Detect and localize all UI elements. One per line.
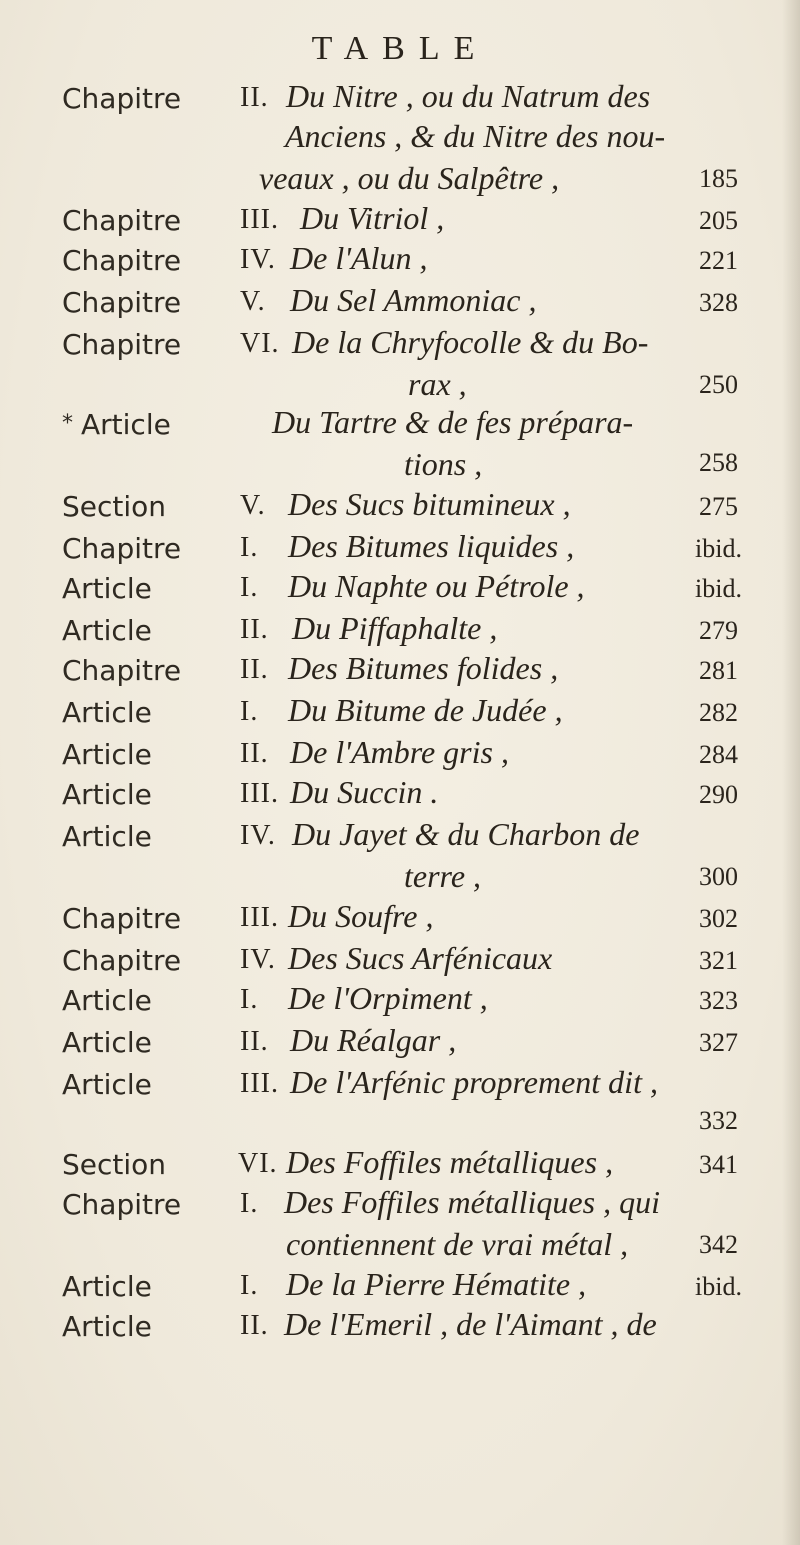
entry-title: Du Succin .: [290, 774, 439, 810]
entry-number: I.: [240, 1188, 259, 1219]
entry-label: Article: [62, 614, 152, 647]
entry-page: 327: [699, 1028, 738, 1057]
entry-page: 328: [699, 288, 738, 317]
entry-number: IV.: [240, 944, 276, 975]
entry-title: Du Piffaphalte ,: [292, 610, 498, 646]
entry-number: I.: [240, 572, 259, 603]
entry-label: Article: [62, 1270, 152, 1303]
entry-page: 258: [699, 448, 738, 477]
entry-title: Du Sel Ammoniac ,: [290, 282, 537, 318]
entry-page: 185: [699, 164, 738, 193]
entry-label: Chapitre: [62, 328, 182, 361]
entry-page: 205: [699, 206, 738, 235]
entry-number: II.: [240, 614, 269, 645]
entry-label: Article: [62, 1310, 152, 1343]
entry-number: I.: [240, 532, 259, 563]
entry-page: 284: [699, 740, 738, 769]
entry-number: II.: [240, 1310, 269, 1341]
entry-title: Du Vitriol ,: [300, 200, 445, 236]
entry-label: Article: [62, 572, 152, 605]
entry-number: V.: [240, 490, 266, 521]
entry-title: Du Tartre & de fes prépara-: [272, 404, 634, 440]
entry-page: 250: [699, 370, 738, 399]
entry-number: V.: [240, 286, 266, 317]
entry-title-continued: veaux , ou du Salpêtre ,: [259, 160, 560, 196]
entry-title: De l'Arfénic proprement dit ,: [290, 1064, 658, 1100]
entry-title: Des Bitumes folides ,: [288, 650, 559, 686]
entry-title: De l'Alun ,: [290, 240, 428, 276]
entry-title: Du Bitume de Judée ,: [288, 692, 563, 728]
entry-number: I.: [240, 984, 259, 1015]
page-edge-shadow: [782, 0, 800, 1545]
entry-page: 281: [699, 656, 738, 685]
entry-title-continued: tions ,: [404, 446, 483, 482]
entry-label: Article: [62, 738, 152, 771]
entry-label: Chapitre: [62, 286, 182, 319]
entry-label-text: Article: [81, 408, 171, 441]
entry-label: Article: [62, 696, 152, 729]
entry-title-continued: Anciens , & du Nitre des nou-: [285, 118, 666, 154]
entry-page: 341: [699, 1150, 738, 1179]
entry-page: 323: [699, 986, 738, 1015]
entry-number: II.: [240, 738, 269, 769]
entry-label: Section: [62, 490, 167, 523]
entry-label: Chapitre: [62, 1188, 182, 1221]
entry-number: III.: [240, 778, 279, 809]
entry-label: Chapitre: [62, 944, 182, 977]
entry-page: 332: [699, 1106, 738, 1135]
entry-label: Chapitre: [62, 654, 182, 687]
entry-title: De l'Orpiment ,: [288, 980, 488, 1016]
entry-label: Chapitre: [62, 902, 182, 935]
entry-number: II.: [240, 654, 269, 685]
entry-number: I.: [240, 1270, 259, 1301]
entry-number: VI.: [238, 1148, 278, 1179]
entry-label: Chapitre: [62, 532, 182, 565]
entry-page: 275: [699, 492, 738, 521]
entry-page: ibid.: [695, 534, 742, 563]
entry-label: Chapitre: [62, 82, 182, 115]
entry-title: Du Naphte ou Pétrole ,: [288, 568, 585, 604]
entry-title: Des Bitumes liquides ,: [288, 528, 575, 564]
entry-number: IV.: [240, 820, 276, 851]
entry-page: ibid.: [695, 574, 742, 603]
entry-page: 300: [699, 862, 738, 891]
entry-title: Du Soufre ,: [288, 898, 434, 934]
entry-label: Section: [62, 1148, 167, 1181]
entry-number: II.: [240, 82, 269, 113]
entry-label: Article: [62, 1026, 152, 1059]
entry-page: 279: [699, 616, 738, 645]
entry-number: VI.: [240, 328, 280, 359]
entry-page: 221: [699, 246, 738, 275]
entry-label: Article: [62, 1068, 152, 1101]
entry-label: [62, 408, 171, 441]
asterisk-icon: *: [62, 411, 73, 436]
entry-title: Des Sucs Arfénicaux: [288, 940, 553, 976]
entry-label: Article: [62, 778, 152, 811]
entry-page: 290: [699, 780, 738, 809]
entry-number: I.: [240, 696, 259, 727]
entry-number: III.: [240, 902, 279, 933]
entry-page: 302: [699, 904, 738, 933]
entry-title: Du Jayet & du Charbon de: [292, 816, 640, 852]
entry-title-continued: terre ,: [404, 858, 482, 894]
entry-title: De l'Emeril , de l'Aimant , de: [284, 1306, 657, 1342]
entry-page: 321: [699, 946, 738, 975]
entry-number: III.: [240, 1068, 279, 1099]
entry-title: De la Pierre Hématite ,: [286, 1266, 587, 1302]
entry-label: Article: [62, 820, 152, 853]
entry-title: Des Foffiles métalliques ,: [286, 1144, 614, 1180]
entry-title: De l'Ambre gris ,: [290, 734, 509, 770]
entry-title: Des Sucs bitumineux ,: [288, 486, 571, 522]
running-head: TABLE: [311, 30, 489, 67]
entry-page: ibid.: [695, 1272, 742, 1301]
entry-title-continued: rax ,: [408, 366, 467, 402]
entry-number: II.: [240, 1026, 269, 1057]
entry-number: III.: [240, 204, 279, 235]
entry-label: Article: [62, 984, 152, 1017]
entry-number: IV.: [240, 244, 276, 275]
entry-page: 342: [699, 1230, 738, 1259]
entry-title: De la Chryfocolle & du Bo-: [292, 324, 649, 360]
entry-title-continued: contiennent de vrai métal ,: [286, 1226, 629, 1262]
entry-label: Chapitre: [62, 204, 182, 237]
entry-label: Chapitre: [62, 244, 182, 277]
entry-page: 282: [699, 698, 738, 727]
entry-title: Du Réalgar ,: [290, 1022, 457, 1058]
entry-title: Des Foffiles métalliques , qui: [284, 1184, 660, 1220]
entry-title: Du Nitre , ou du Natrum des: [286, 78, 651, 114]
